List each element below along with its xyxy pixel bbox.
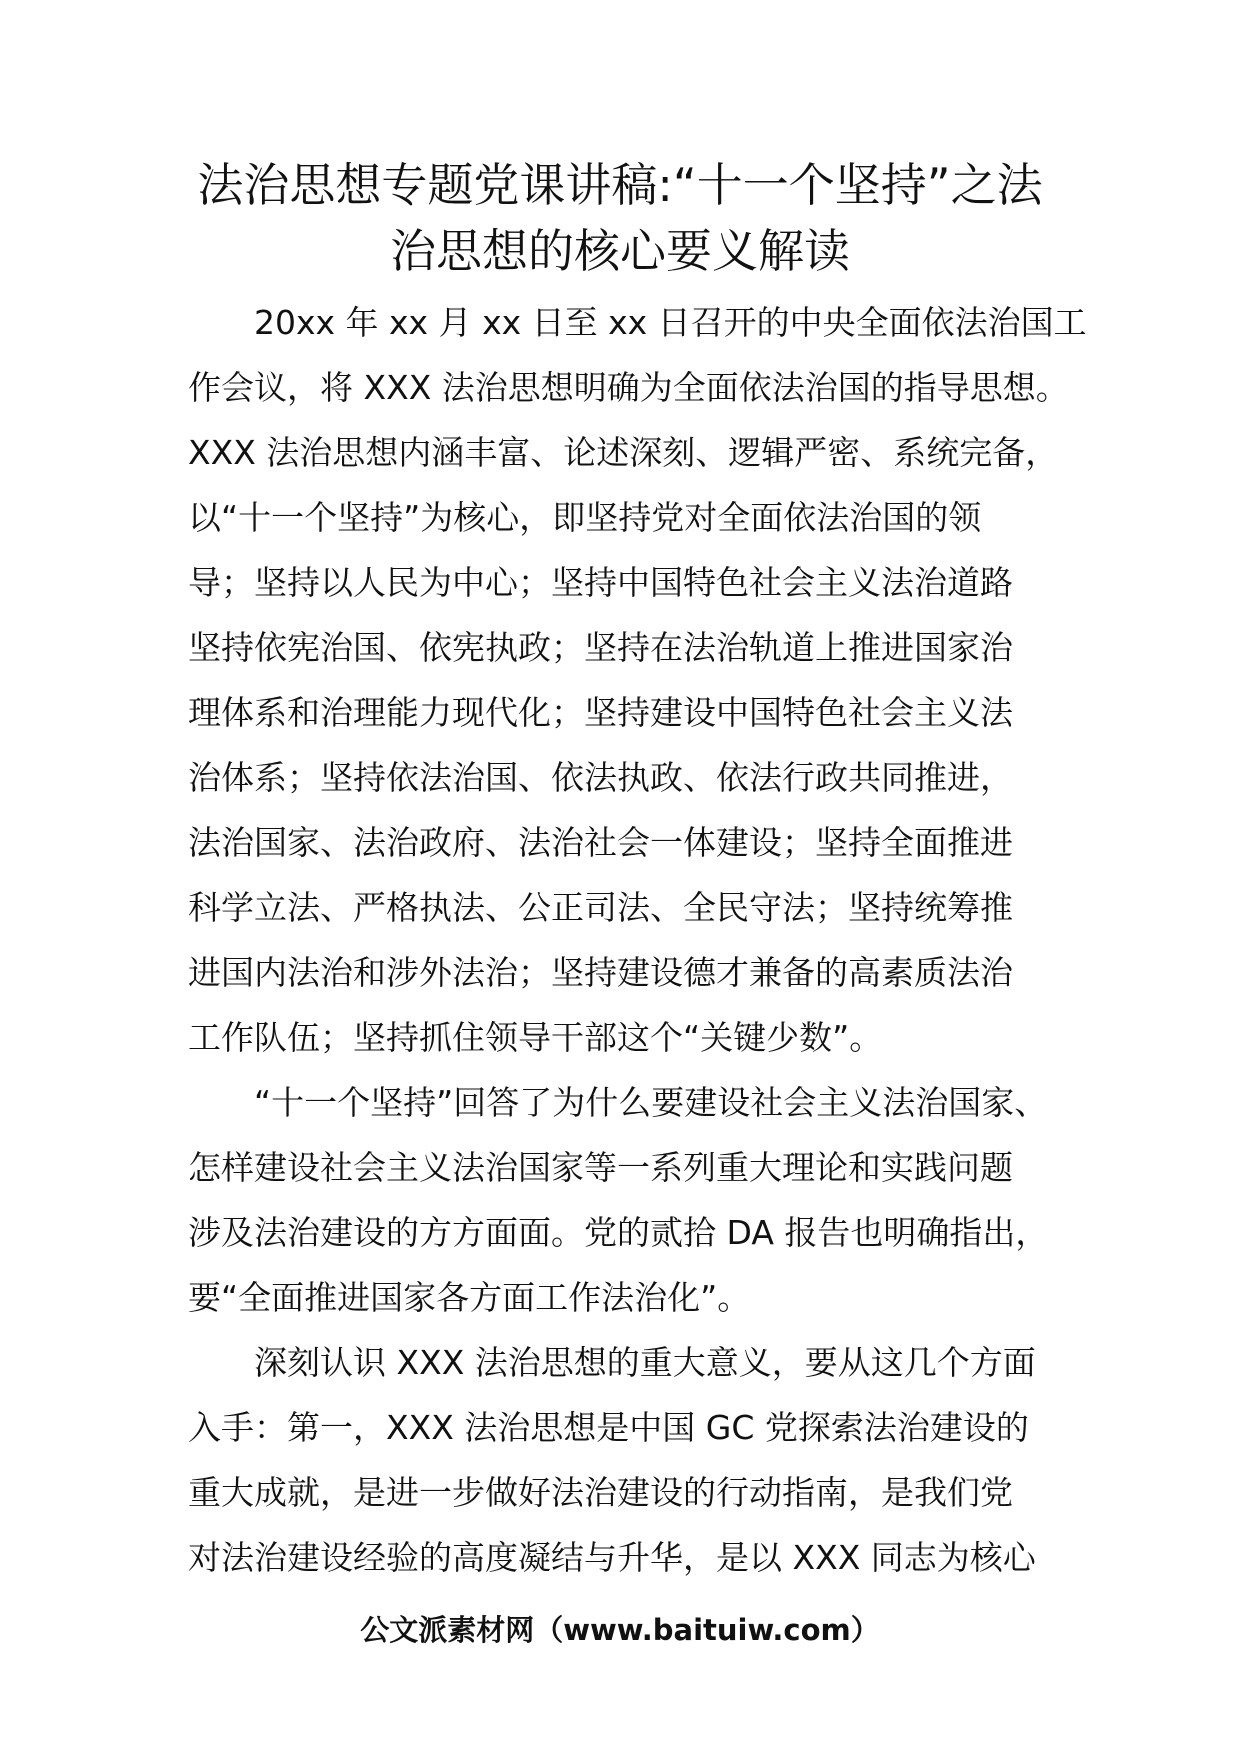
text-line: 重大成就，是进一步做好法治建设的行动指南，是我们党	[188, 1473, 1013, 1512]
text-line: 工作队伍；坚持抓住领导干部这个“关键少数”。	[188, 1018, 883, 1057]
text-line: 要“全面推进国家各方面工作法治化”。	[188, 1278, 751, 1317]
text-line: 怎样建设社会主义法治国家等一系列重大理论和实践问题	[188, 1148, 1013, 1187]
text-line: 深刻认识 XXX 法治思想的重大意义，要从这几个方面	[254, 1343, 1036, 1382]
text-line: 20xx 年 xx 月 xx 日至 xx 日召开的中央全面依法治国工	[254, 303, 1087, 342]
document-body	[188, 290, 1087, 1590]
paragraph	[188, 1070, 1078, 1330]
text-line: 科学立法、严格执法、公正司法、全民守法；坚持统筹推	[188, 888, 1013, 927]
text-line: 导；坚持以人民为中心；坚持中国特色社会主义法治道路	[188, 563, 1013, 602]
document-title	[150, 152, 1090, 284]
paragraph	[188, 1330, 1078, 1590]
text-line: 以“十一个坚持”为核心，即坚持党对全面依法治国的领	[188, 498, 982, 537]
text-line: 坚持依宪治国、依宪执政；坚持在法治轨道上推进国家治	[188, 628, 1013, 667]
title-line: 法治思想专题党课讲稿:“十一个坚持”之法	[197, 158, 1043, 212]
paragraph	[188, 290, 1087, 1070]
footer-source: 公文派素材网（www.baituiw.com）	[360, 1613, 880, 1647]
text-line: 入手：第一，XXX 法治思想是中国 GC 党探索法治建设的	[188, 1408, 1029, 1447]
text-line: XXX 法治思想内涵丰富、论述深刻、逻辑严密、系统完备，	[188, 433, 1059, 472]
text-line: “十一个坚持”回答了为什么要建设社会主义法治国家、	[254, 1083, 1048, 1122]
text-line: 治体系；坚持依法治国、依法执政、依法行政共同推进，	[188, 758, 1013, 797]
text-line: 涉及法治建设的方方面面。党的贰拾 DA 报告也明确指出，	[188, 1213, 1049, 1252]
text-line: 理体系和治理能力现代化；坚持建设中国特色社会主义法	[188, 693, 1013, 732]
text-line: 法治国家、法治政府、法治社会一体建设；坚持全面推进	[188, 823, 1013, 862]
text-line: 进国内法治和涉外法治；坚持建设德才兼备的高素质法治	[188, 953, 1013, 992]
text-line: 作会议，将 XXX 法治思想明确为全面依法治国的指导思想。	[188, 368, 1069, 407]
title-line: 治思想的核心要义解读	[390, 224, 850, 278]
text-line: 对法治建设经验的高度凝结与升华，是以 XXX 同志为核心	[188, 1538, 1036, 1577]
